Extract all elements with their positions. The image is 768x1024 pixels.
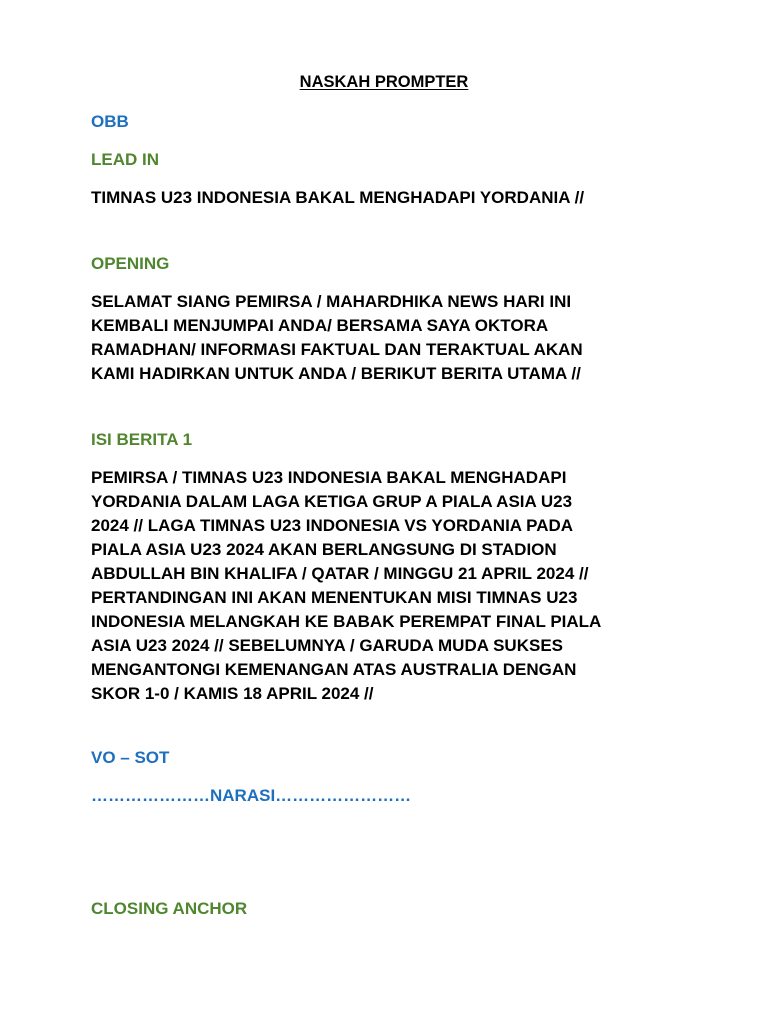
opening-line: KAMI HADIRKAN UNTUK ANDA / BERIKUT BERITA UTAMA // <box>91 364 581 383</box>
isi-berita-line: ABDULLAH BIN KHALIFA / QATAR / MINGGU 21 APRIL 2024 // <box>91 564 589 583</box>
isi-berita-line: ASIA U23 2024 // SEBELUMNYA / GARUDA MUDA SUKSES <box>91 636 564 655</box>
obb-heading: OBB <box>91 112 129 131</box>
closing-anchor-heading: CLOSING ANCHOR <box>91 899 248 918</box>
isi-berita-line: YORDANIA DALAM LAGA KETIGA GRUP A PIALA ASIA U23 <box>91 492 573 511</box>
isi-berita-line: PEMIRSA / TIMNAS U23 INDONESIA BAKAL MENGHADAPI <box>91 468 567 487</box>
isi-berita-line: MENGANTONGI KEMENANGAN ATAS AUSTRALIA DENGAN <box>91 660 577 679</box>
opening-line: RAMADHAN/ INFORMASI FAKTUAL DAN TERAKTUAL AKAN <box>91 340 583 359</box>
isi-berita-paragraph <box>91 466 691 706</box>
isi-berita-line: INDONESIA MELANGKAH KE BABAK PEREMPAT FINAL PIALA <box>91 612 602 631</box>
isi-berita-heading: ISI BERITA 1 <box>91 430 193 449</box>
opening-heading: OPENING <box>91 254 170 273</box>
isi-berita-line: PERTANDINGAN INI AKAN MENENTUKAN MISI TIMNAS U23 <box>91 588 578 607</box>
lead-in-text: TIMNAS U23 INDONESIA BAKAL MENGHADAPI YORDANIA // <box>91 188 585 207</box>
opening-line: SELAMAT SIANG PEMIRSA / MAHARDHIKA NEWS HARI INI <box>91 292 572 311</box>
isi-berita-line: 2024 // LAGA TIMNAS U23 INDONESIA VS YORDANIA PADA <box>91 516 574 535</box>
lead-in-heading: LEAD IN <box>91 150 159 169</box>
isi-berita-line: SKOR 1-0 / KAMIS 18 APRIL 2024 // <box>91 684 374 703</box>
document-title: NASKAH PROMPTER <box>299 73 469 91</box>
isi-berita-line: PIALA ASIA U23 2024 AKAN BERLANGSUNG DI STADION <box>91 540 557 559</box>
vo-sot-heading: VO – SOT <box>91 748 170 767</box>
opening-paragraph <box>91 290 691 386</box>
narasi-placeholder: …………………NARASI…………………… <box>91 786 412 805</box>
opening-line: KEMBALI MENJUMPAI ANDA/ BERSAMA SAYA OKTORA <box>91 316 549 335</box>
